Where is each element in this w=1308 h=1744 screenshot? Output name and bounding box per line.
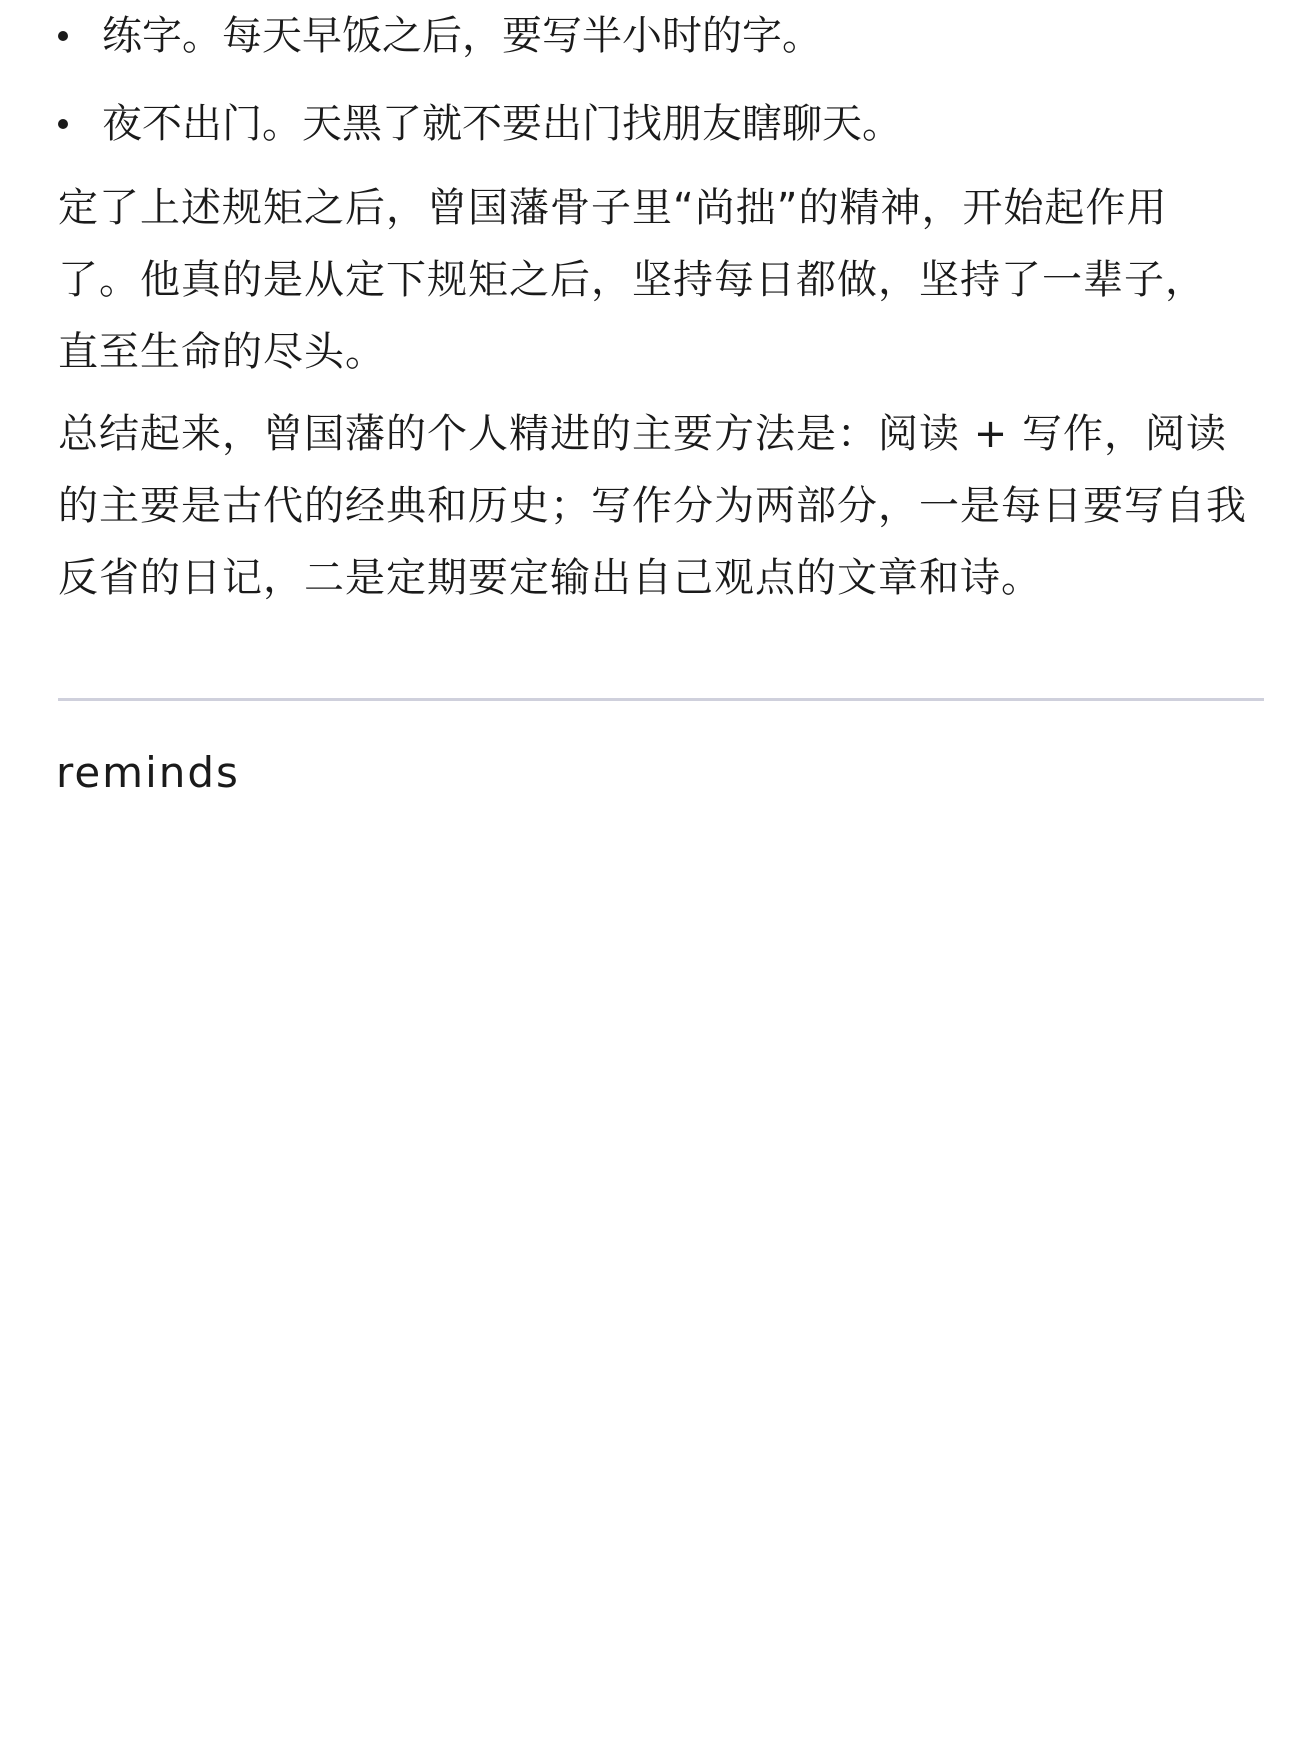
list-item (58, 80, 1258, 168)
paragraph: 总结起来，曾国藩的个人精进的主要方法是：阅读 + 写作，阅读的主要是古代的经典和历史；写作分为两部分，一是每日要写自我反省的日记，二是定期要定输出自己观点的文章和诗。 (58, 411, 1247, 601)
article-body (58, 0, 1258, 614)
list-item-text: 夜不出门。天黑了就不要出门找朋友瞎聊天。 (102, 101, 902, 147)
list-item (58, 0, 1258, 80)
bullet-dot-icon (58, 31, 68, 41)
bullet-list (58, 0, 1258, 168)
section-divider (58, 698, 1264, 701)
paragraph: 定了上述规矩之后，曾国藩骨子里“尚拙”的精神，开始起作用了。他真的是从定下规矩之后，坚持每日都做，坚持了一辈子，直至生命的尽头。 (58, 185, 1206, 375)
bullet-dot-icon (58, 119, 68, 129)
list-item-text: 练字。每天早饭之后，要写半小时的字。 (102, 13, 822, 59)
section-heading: reminds (56, 748, 240, 797)
